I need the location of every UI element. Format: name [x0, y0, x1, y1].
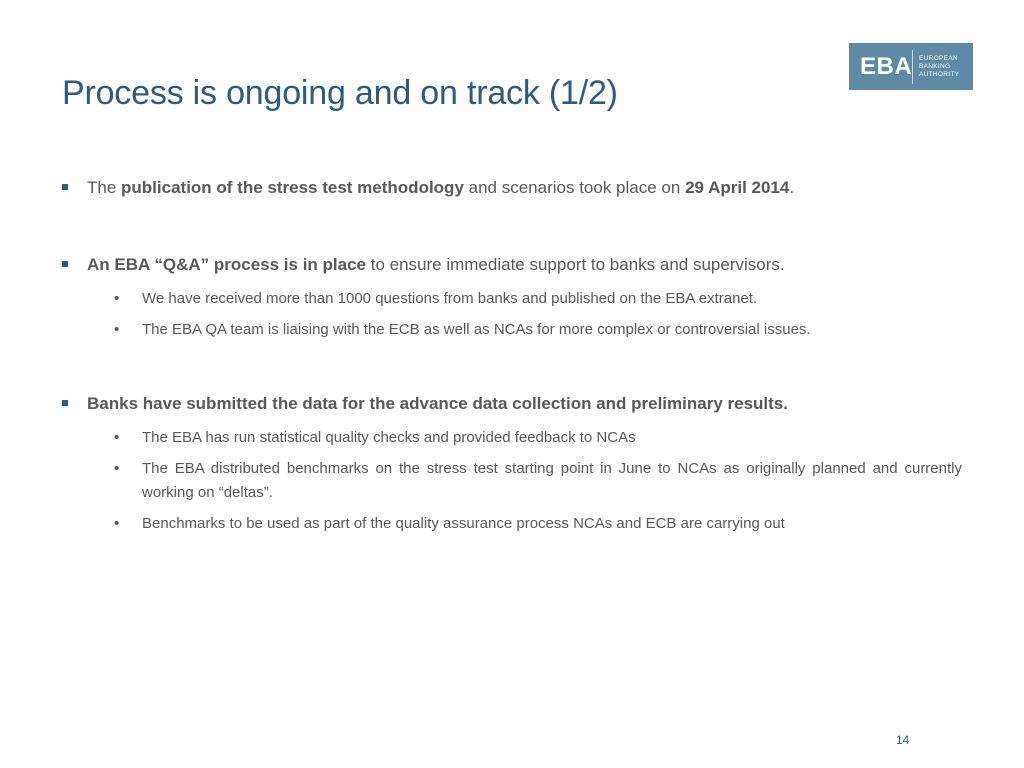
dot-bullet-icon: •: [114, 515, 120, 532]
sub-bullet-text: The EBA distributed benchmarks on the stress test starting point in June to NCAs as originally planned and currently working on “deltas”.: [142, 460, 962, 501]
square-bullet-icon: [62, 400, 68, 406]
logo-line: AUTHORITY: [919, 70, 960, 78]
slide-title: Process is ongoing and on track (1/2): [62, 74, 618, 112]
text-run-bold: 29 April 2014: [685, 178, 790, 197]
text-run-bold: Banks have submitted the data for the advance data collection and preliminary results.: [87, 394, 788, 413]
dot-bullet-icon: •: [114, 321, 120, 338]
sub-bullet-text: The EBA QA team is liaising with the ECB as well as NCAs for more complex or controversial issues.: [142, 321, 811, 338]
text-run: The: [87, 178, 122, 197]
bullet-text: [87, 177, 967, 199]
logo-mark: EBA: [860, 52, 913, 80]
text-run-bold: An EBA “Q&A” process is in place: [87, 255, 366, 274]
text-run: and scenarios took place on: [463, 178, 686, 197]
logo-divider: [912, 50, 913, 84]
text-run: .: [789, 178, 795, 197]
logo-line: BANKING: [919, 62, 951, 70]
dot-bullet-icon: •: [114, 429, 120, 446]
square-bullet-icon: [62, 184, 68, 190]
bullet-text: [87, 254, 967, 276]
logo-text: [919, 55, 959, 79]
eba-logo: [849, 43, 973, 90]
dot-bullet-icon: •: [114, 460, 120, 477]
sub-bullet-text: Benchmarks to be used as part of the quality assurance process NCAs and ECB are carrying out: [142, 515, 785, 532]
sub-bullet-text: We have received more than 1000 questions from banks and published on the EBA extranet.: [142, 290, 758, 307]
text-run-bold: publication of the stress test methodology: [121, 178, 464, 197]
logo-line: EUROPEAN: [919, 54, 958, 62]
square-bullet-icon: [62, 261, 68, 267]
bullet-text: [87, 393, 967, 415]
text-run: to ensure immediate support to banks and supervisors.: [366, 255, 785, 274]
page-number: 14: [896, 733, 910, 747]
sub-bullet-text: The EBA has run statistical quality checks and provided feedback to NCAs: [142, 429, 636, 446]
dot-bullet-icon: •: [114, 290, 120, 307]
